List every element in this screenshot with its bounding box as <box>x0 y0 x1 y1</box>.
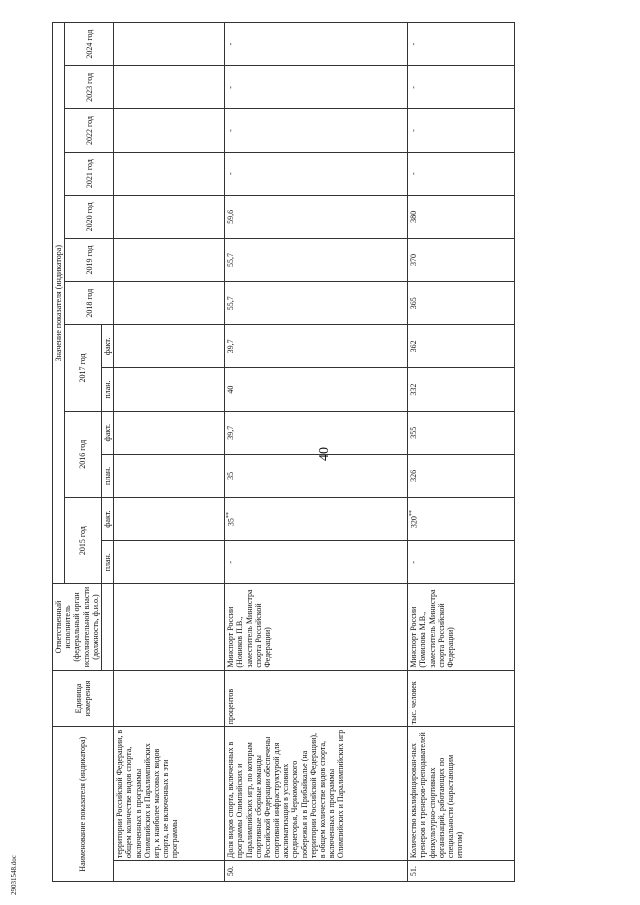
value-2015-fact <box>225 497 408 540</box>
footnote-mark: ** <box>226 512 233 519</box>
header-year-2021: 2021 год <box>65 152 114 195</box>
value-2015-plan <box>114 541 225 584</box>
header-responsible: Ответственный исполнитель (федеральный орган исполнительной власти (должность, ф.и.о.) <box>53 584 102 670</box>
header-2015-plan: план. <box>101 541 113 584</box>
indicator-table-container <box>52 22 597 882</box>
header-year-2018: 2018 год <box>65 282 114 325</box>
value-2017-plan <box>114 368 225 411</box>
header-year-2024: 2024 год <box>65 23 114 66</box>
value-2017-fact <box>114 325 225 368</box>
page-number: 40 <box>317 447 332 461</box>
value-2018: 365 <box>408 282 515 325</box>
value-2017-plan: 40 <box>225 368 408 411</box>
value-2016-plan: 326 <box>408 454 515 497</box>
indicator-table <box>52 22 515 882</box>
value-2023 <box>114 66 225 109</box>
responsible-cell <box>114 584 225 670</box>
responsible-cell: Минспорт России (Томилова М.В., заместитель Министра спорта Российской Федерации) <box>408 584 515 670</box>
header-values-group: Значение показателя (индикатора) <box>53 23 65 584</box>
header-year-2019: 2019 год <box>65 238 114 281</box>
header-2017-fact: факт. <box>101 325 113 368</box>
header-year-2015: 2015 год <box>65 497 102 583</box>
indicator-name: территории Российской Федерации, в общем количестве видов спорта, включенных в программы Олимпийских и Паралимпийских игр, к наиболее массовых видов спорта, не включенных в эти программы <box>114 727 225 861</box>
value-2024: - <box>408 23 515 66</box>
value-2021 <box>114 152 225 195</box>
value-2017-fact: 362 <box>408 325 515 368</box>
value-2018 <box>114 282 225 325</box>
footnote-mark: ** <box>409 510 416 517</box>
header-name: Наименование показателя (индикатора) <box>53 727 114 882</box>
file-name: 29031548.doc <box>10 855 18 895</box>
value-2020: 59,6 <box>225 195 408 238</box>
value-2021: - <box>225 152 408 195</box>
value-2022 <box>114 109 225 152</box>
header-year-2017: 2017 год <box>65 325 102 411</box>
table-row <box>225 23 408 882</box>
value-2018: 55,7 <box>225 282 408 325</box>
header-year-2020: 2020 год <box>65 195 114 238</box>
value-2015-plan: - <box>408 541 515 584</box>
header-unit: Единица измерения <box>53 670 114 727</box>
value-2017-fact: 39,7 <box>225 325 408 368</box>
row-number <box>114 861 225 882</box>
unit-cell: тыс. человек <box>408 670 515 727</box>
value-2019: 55,7 <box>225 238 408 281</box>
indicator-name: Количество квалифицирован-ных тренеров и тренеров-преподавателей физкультурно-спортивных организаций, работающих по специальности (нарастающим итогом) <box>408 727 515 861</box>
value-2016-plan <box>114 454 225 497</box>
header-2017-plan: план. <box>101 368 113 411</box>
row-number: 51. <box>408 861 515 882</box>
value-2016-plan: 35 <box>225 454 408 497</box>
unit-cell <box>114 670 225 727</box>
indicator-name: Доля видов спорта, включенных в программы Олимпийских и Паралимпийских игр, по которым спортивные сборные команды Российской Федерации обеспечены спортивной инфраструктурой для акклиматизации в условиях среднегорья, Черноморского побережья и в Прибайкалье (на территории Российской Федерации), в общем количестве видов спорта, включенных в программы Олимпийских и Паралимпийских игр <box>225 727 408 861</box>
value-2016-fact <box>114 411 225 454</box>
header-2015-fact: факт. <box>101 497 113 540</box>
value-2022: - <box>225 109 408 152</box>
header-year-2016: 2016 год <box>65 411 102 497</box>
value-2023: - <box>408 66 515 109</box>
value-2024 <box>114 23 225 66</box>
value-2015-fact <box>408 497 515 540</box>
value-2015-fact <box>114 497 225 540</box>
unit-cell: процентов <box>225 670 408 727</box>
value-2017-plan: 332 <box>408 368 515 411</box>
value-text: 320 <box>409 516 419 529</box>
header-year-2023: 2023 год <box>65 66 114 109</box>
value-text: 35 <box>226 518 236 527</box>
header-2016-plan: план. <box>101 454 113 497</box>
value-2016-fact: 39,7 <box>225 411 408 454</box>
value-2024: - <box>225 23 408 66</box>
value-2019: 370 <box>408 238 515 281</box>
value-2015-plan: - <box>225 541 408 584</box>
value-2020 <box>114 195 225 238</box>
header-2016-fact: факт. <box>101 411 113 454</box>
value-2023: - <box>225 66 408 109</box>
table-row <box>114 23 225 882</box>
value-2016-fact: 355 <box>408 411 515 454</box>
row-number: 50. <box>225 861 408 882</box>
value-2020: 380 <box>408 195 515 238</box>
value-2021: - <box>408 152 515 195</box>
header-year-2022: 2022 год <box>65 109 114 152</box>
table-row <box>408 23 515 882</box>
value-2019 <box>114 238 225 281</box>
responsible-cell: Минспорт России (Новиков П.В., заместитель Министра спорта Российской Федерации) <box>225 584 408 670</box>
value-2022: - <box>408 109 515 152</box>
header-responsible-blank <box>101 584 113 670</box>
